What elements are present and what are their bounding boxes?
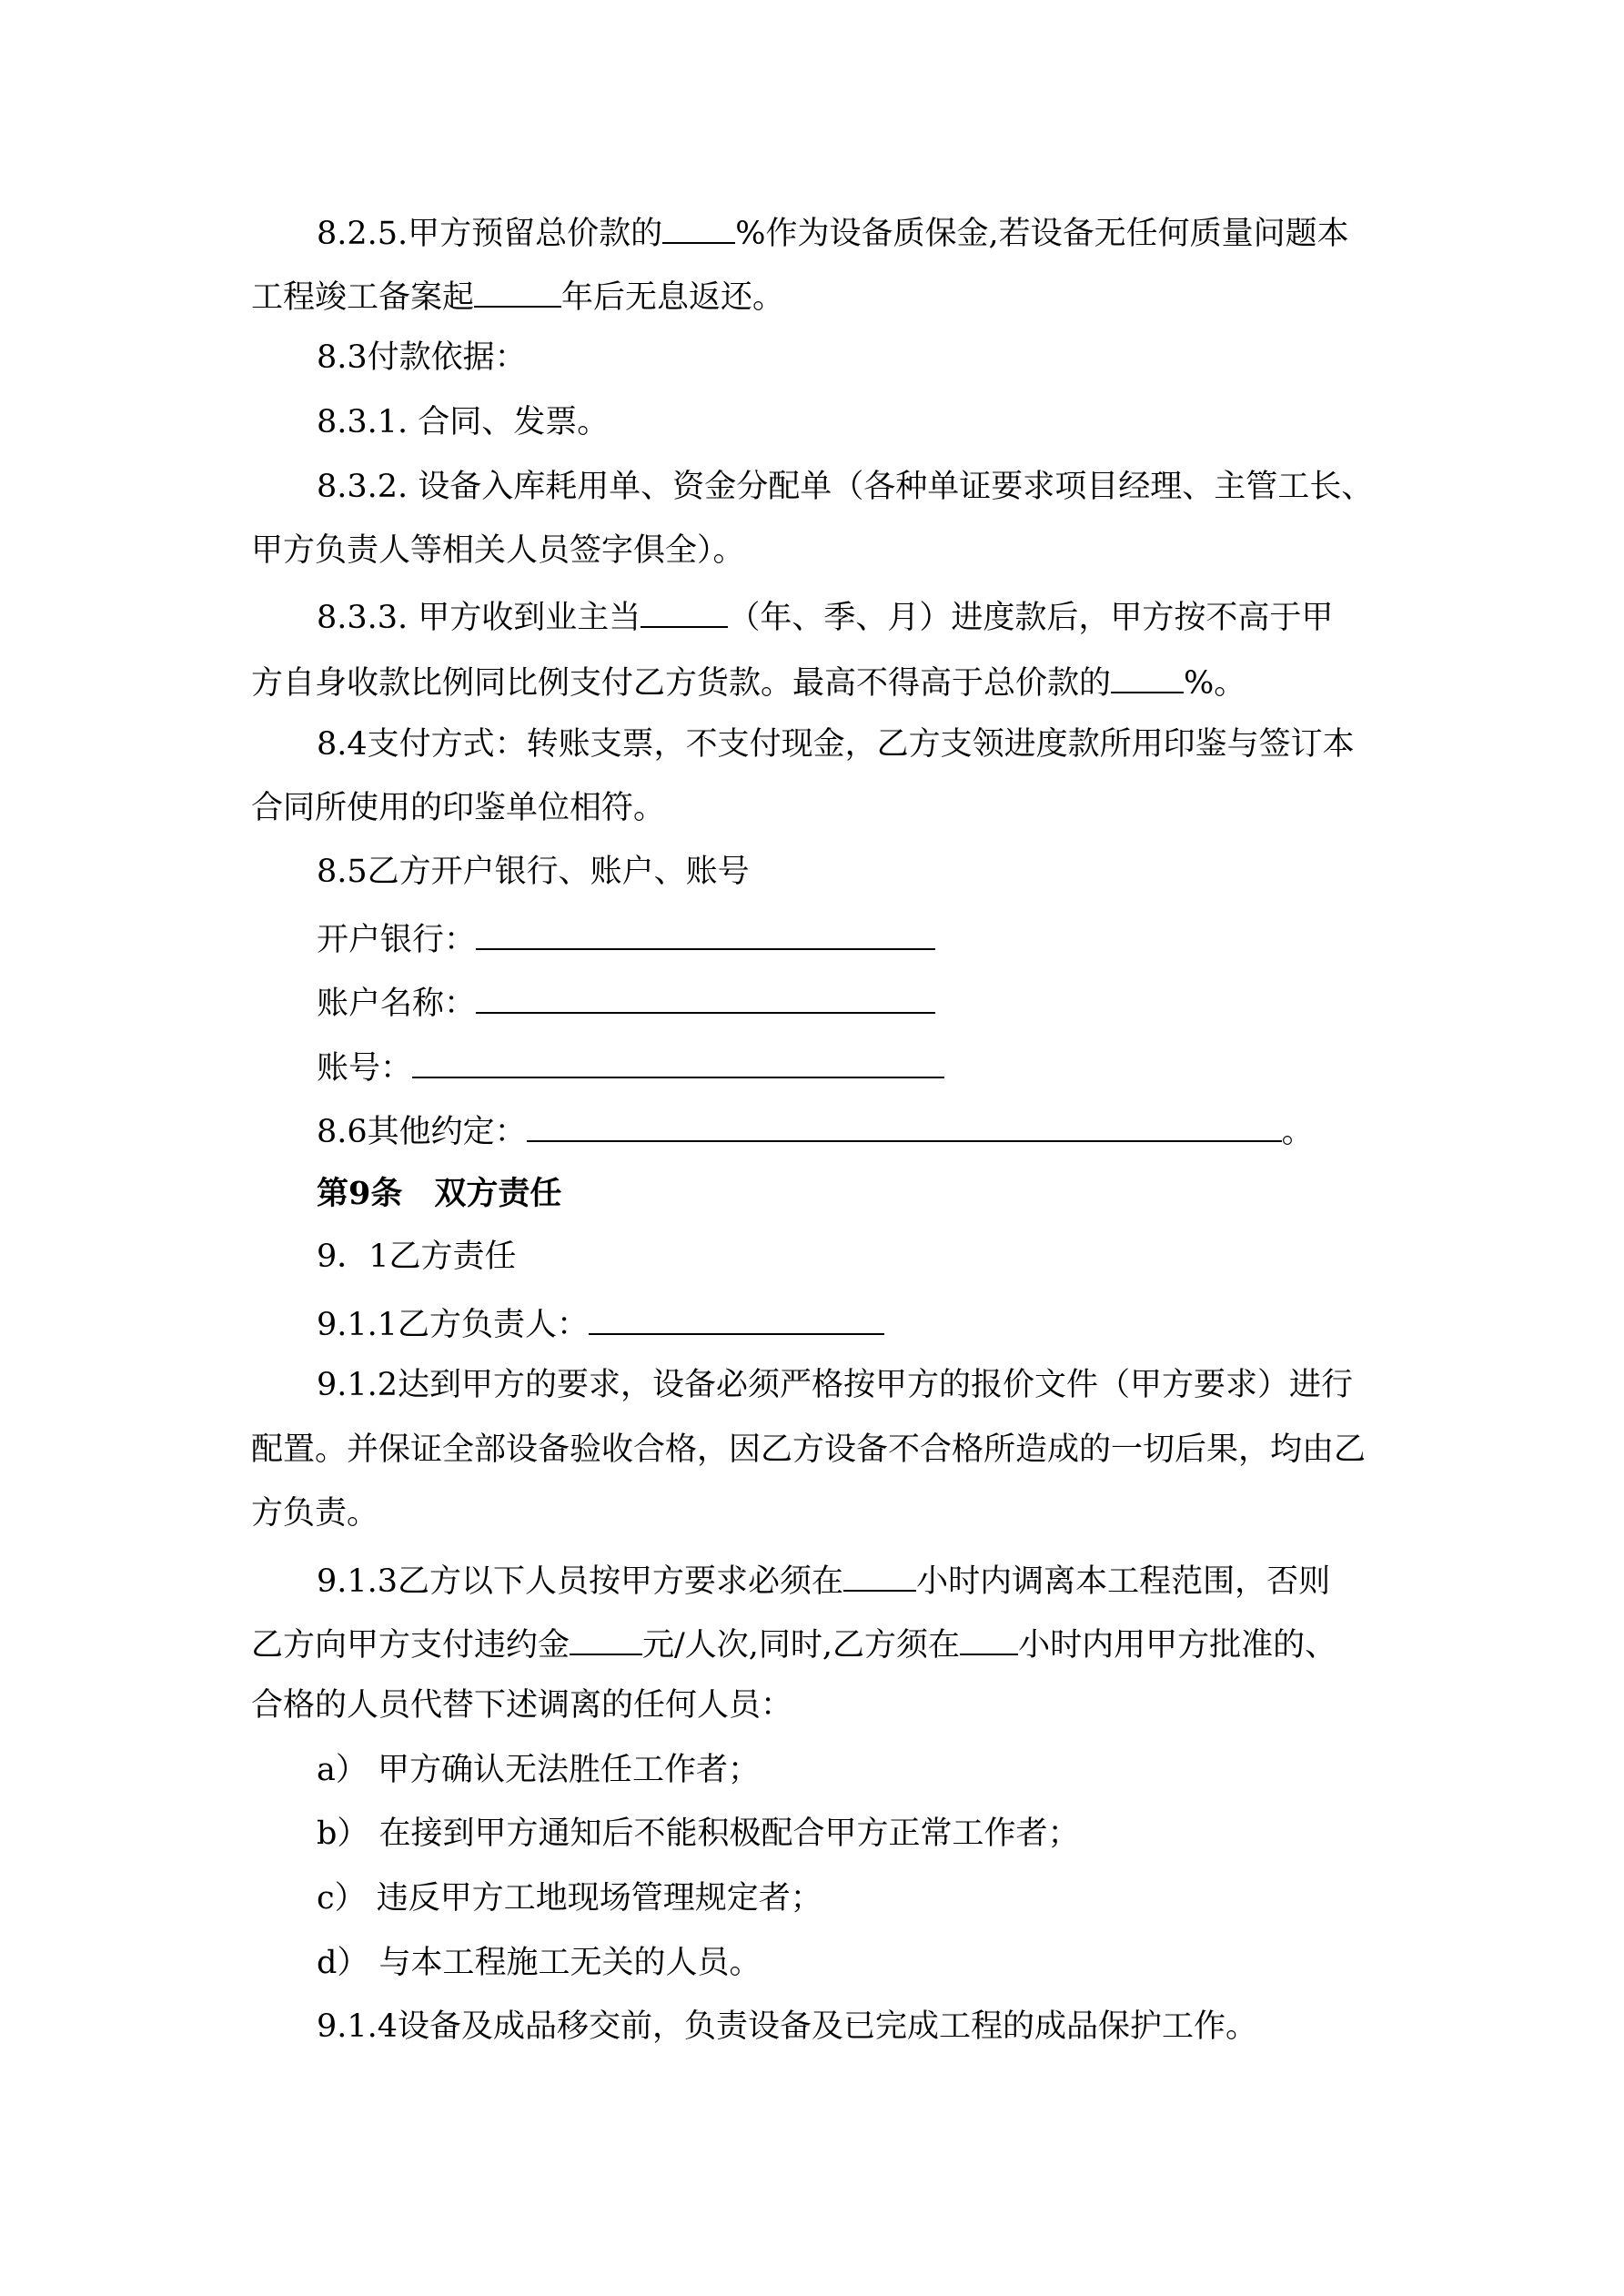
bank-label: 开户银行：	[317, 922, 477, 958]
removal-hours-blank	[843, 1563, 916, 1592]
clause-8-3-3-text-b: （年、季、月）进度款后，甲方按不高于甲	[728, 600, 1334, 636]
clause-8-3-3-line-2	[251, 664, 1246, 700]
bank-field	[317, 921, 935, 956]
penalty-amount-blank	[570, 1626, 642, 1655]
clause-8-5: 8.5乙方开户银行、账户、账号	[317, 854, 750, 890]
clause-9-1-2-line-2: 配置。并保证全部设备验收合格，因乙方设备不合格所造成的一切后果，均由乙	[251, 1431, 1367, 1468]
clause-9-1-1-text: 9.1.1乙方负责人：	[317, 1307, 590, 1343]
clause-9-1-3-line-2	[251, 1626, 1337, 1662]
account-name-blank	[476, 985, 935, 1014]
clause-8-4-line-1: 8.4支付方式：转账支票，不支付现金，乙方支领进度款所用印鉴与签订本	[317, 726, 1355, 763]
account-name-label: 账户名称：	[317, 986, 477, 1022]
clause-9-1-3-text-d: 元/人次,同时,乙方须在	[642, 1627, 961, 1664]
clause-8-6-text-a: 8.6其他约定：	[317, 1114, 527, 1150]
clause-8-2-5-line-1	[317, 215, 1349, 250]
clause-8-6-text-b: 。	[1281, 1114, 1314, 1150]
clause-9-1-3-line-3: 合格的人员代替下述调离的任何人员：	[251, 1687, 793, 1724]
clause-9-1-3-text-e: 小时内用甲方批准的、	[1018, 1627, 1337, 1664]
clause-8-2-5-text-c: 工程竣工备案起	[251, 279, 475, 316]
clause-9-1-3-line-1	[317, 1563, 1330, 1598]
clause-8-4-line-2: 合同所使用的印鉴单位相符。	[251, 790, 666, 826]
return-years-blank	[474, 278, 561, 308]
responsible-person-blank	[589, 1306, 884, 1335]
account-number-blank	[412, 1049, 944, 1078]
clause-8-2-5-text-a: 8.2.5.甲方预留总价款的	[317, 216, 663, 252]
other-agreement-blank	[527, 1113, 1282, 1142]
clause-8-3-2-line-2: 甲方负责人等相关人员签字俱全）。	[251, 532, 745, 569]
clause-8-3-1: 8.3.1. 合同、发票。	[317, 404, 610, 440]
clause-9-1-3-text-c: 乙方向甲方支付违约金	[251, 1627, 570, 1664]
clause-8-2-5-text-d: 年后无息返还。	[561, 279, 785, 316]
clause-8-2-5-text-b: %作为设备质保金,若设备无任何质量问题本	[735, 216, 1349, 252]
bank-blank	[476, 921, 935, 950]
list-item-b: b） 在接到甲方通知后不能积极配合甲方正常工作者；	[317, 1816, 1080, 1852]
clause-8-3-3-text-d: %。	[1184, 665, 1246, 702]
clause-9-1-1	[317, 1306, 884, 1341]
clause-9-1-3-text-b: 小时内调离本工程范围，否则	[916, 1563, 1331, 1600]
list-item-d: d） 与本工程施工无关的人员。	[317, 1945, 762, 1981]
account-name-field	[317, 985, 935, 1020]
clause-9-1-2-line-3: 方负责。	[251, 1495, 379, 1532]
clause-9-1: 9．1乙方责任	[317, 1239, 517, 1275]
replacement-hours-blank	[960, 1626, 1018, 1655]
clause-8-3-3-text-c: 方自身收款比例同比例支付乙方货款。最高不得高于总价款的	[251, 665, 1112, 702]
clause-9-1-2-line-1: 9.1.2达到甲方的要求，设备必须严格按甲方的报价文件（甲方要求）进行	[317, 1367, 1354, 1403]
clause-8-3-3-line-1	[317, 599, 1333, 634]
clause-8-2-5-line-2	[251, 278, 784, 314]
clause-9-1-4: 9.1.4设备及成品移交前，负责设备及已完成工程的成品保护工作。	[317, 2008, 1258, 2045]
progress-period-blank	[641, 599, 728, 628]
retention-percent-blank	[662, 215, 735, 244]
clause-8-3: 8.3付款依据：	[317, 339, 527, 376]
account-number-label: 账号：	[317, 1050, 413, 1087]
section-9-title: 第9条 双方责任	[317, 1175, 562, 1212]
clause-8-6	[317, 1113, 1314, 1148]
clause-8-3-2-line-1: 8.3.2. 设备入库耗用单、资金分配单（各种单证要求项目经理、主管工长、	[317, 469, 1374, 505]
max-percent-blank	[1111, 664, 1184, 693]
clause-8-3-3-text-a: 8.3.3. 甲方收到业主当	[317, 600, 641, 636]
clause-9-1-3-text-a: 9.1.3乙方以下人员按甲方要求必须在	[317, 1563, 844, 1600]
list-item-a: a） 甲方确认无法胜任工作者；	[317, 1752, 760, 1788]
list-item-c: c） 违反甲方工地现场管理规定者；	[317, 1880, 822, 1917]
account-number-field	[317, 1049, 944, 1085]
